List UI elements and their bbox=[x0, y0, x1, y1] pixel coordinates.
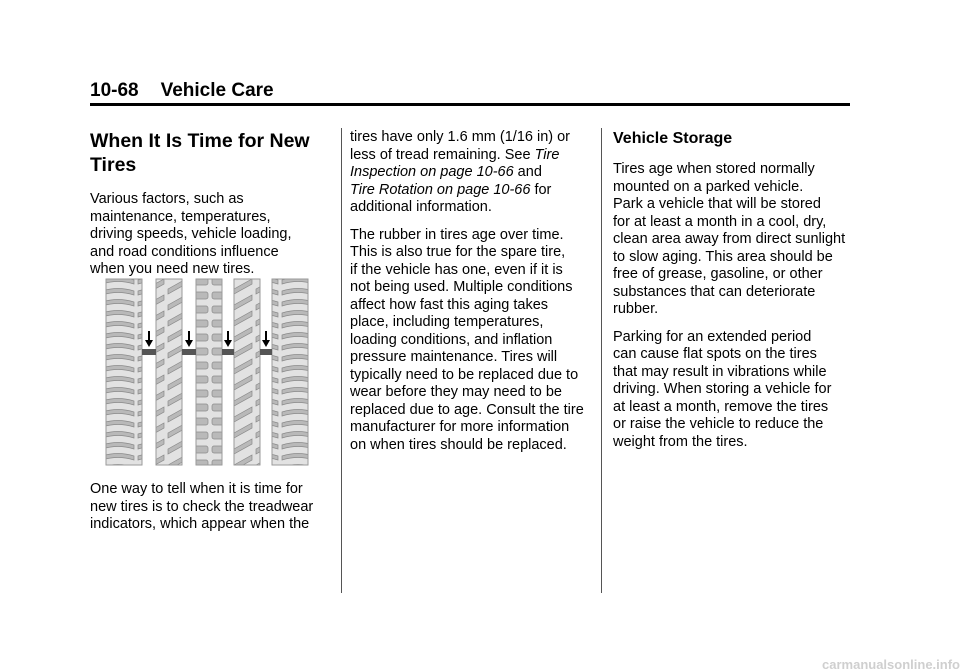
column-divider-1 bbox=[341, 128, 342, 593]
page-number: 10-68 bbox=[90, 80, 139, 101]
aging-paragraph: The rubber in tires age over time. This is also true for the spare tire, if the vehicle has one, even if it is not being used. Multiple conditions affect how fast this aging takes place, including temperatures, loading conditions, and inflation pressure maintenance. Tires will typically need to be replaced due to wear before they may need to be replaced due to age. Consult the tire manufacturer for more information on when tires should be replaced. bbox=[350, 226, 584, 453]
section-title: Vehicle Care bbox=[160, 80, 274, 101]
storage-paragraph-1: Tires age when stored normally mounted on a parked vehicle. Park a vehicle that will be stored for at least a month in a cool, dry, clean area away from direct sunlight to slow aging. This area should be free of grease, gasoline, or other substances that can deteriorate rubber. bbox=[613, 161, 846, 317]
intro-paragraph: Various factors, such as maintenance, temperatures, driving speeds, vehicle loading, and road conditions influence when you need new tires. bbox=[90, 191, 292, 277]
vehicle-storage-heading: Vehicle Storage bbox=[613, 130, 733, 147]
storage-paragraph-2: Parking for an extended period can cause flat spots on the tires that may result in vibrations while driving. When storing a vehicle for at least a month, remove the tires or raise the vehicle to reduce the weight from the tires. bbox=[613, 328, 832, 450]
column-1 bbox=[90, 129, 330, 289]
column-3 bbox=[613, 129, 858, 461]
column-2 bbox=[350, 129, 595, 464]
treadwear-indicator-illustration bbox=[100, 275, 315, 467]
column-1-continued bbox=[90, 481, 330, 544]
tire-inspection-link[interactable]: Tire bbox=[534, 146, 560, 163]
section-heading: When It Is Time for New Tires bbox=[90, 130, 310, 176]
column-divider-2 bbox=[601, 128, 602, 593]
tread-paragraph: tires have only 1.6 mm (1/16 in) or less of tread remaining. See Tire Inspection on page 10-66 and Tire Rotation on page 10-66 for additional information. bbox=[350, 129, 571, 215]
tire-inspection-link-cont[interactable]: Inspection on page 10-66 bbox=[350, 164, 514, 180]
header-rule bbox=[90, 103, 850, 106]
page-header bbox=[90, 80, 274, 102]
treadwear-paragraph: One way to tell when it is time for new tires is to check the treadwear indicators, which appear when the bbox=[90, 481, 314, 532]
watermark: carmanualsonline.info bbox=[822, 657, 960, 672]
tire-rotation-link[interactable]: Tire Rotation on page 10-66 bbox=[350, 181, 531, 198]
